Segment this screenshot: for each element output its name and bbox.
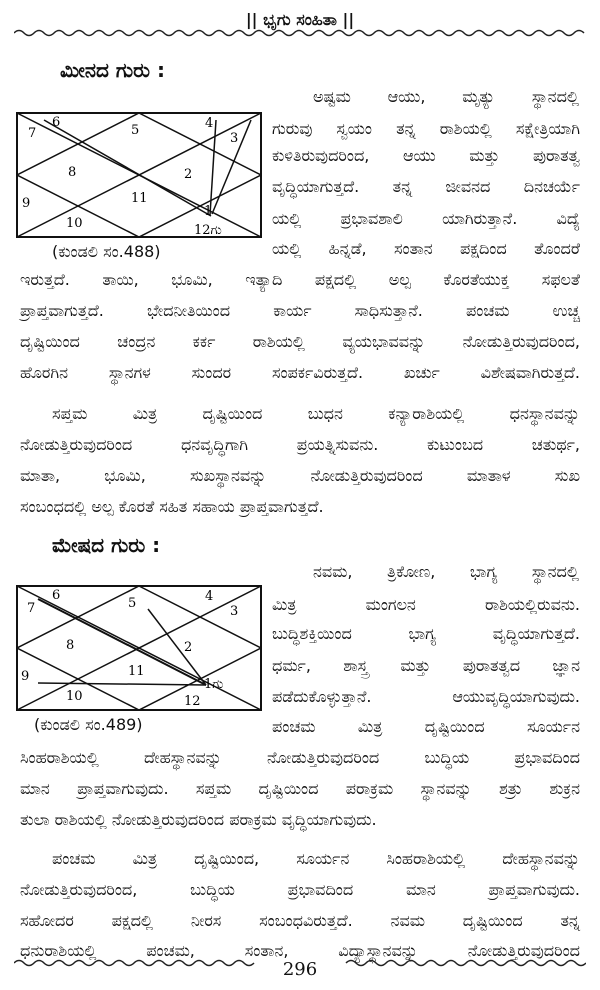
house-7: 7 <box>27 601 36 616</box>
text-line: ಪಂಚಮ ಮಿತ್ರ ದೃಷ್ಟಿಯಿಂದ ಸೂರ್ಯನ <box>272 717 580 736</box>
text-line: ನವಮ, ತ್ರಿಕೋಣ, ಭಾಗ್ಯ ಸ್ಥಾನದಲ್ಲಿ <box>313 562 579 581</box>
text-line: ದೃಷ್ಟಿಯಿಂದ ಚಂದ್ರನ ಕರ್ಕ ರಾಶಿಯಲ್ಲಿ ವ್ಯಯಭಾವವನ್ನು ನೋಡುತ್ತಿರುವುದರಿಂದ, <box>20 332 580 351</box>
house-3: 3 <box>230 131 239 146</box>
kundali-chart-489 <box>16 585 262 711</box>
text-line: ಸಪ್ತಮ ಮಿತ್ರ ದೃಷ್ಟಿಯಿಂದ ಬುಧನ ಕನ್ಯಾರಾಶಿಯಲ್ಲಿ ಧನಸ್ಥಾನವನ್ನು <box>52 404 580 423</box>
house-8: 8 <box>66 638 75 653</box>
house-1-guru: 1ಗು <box>204 677 224 692</box>
text-line: ಪಂಚಮ ಮಿತ್ರ ದೃಷ್ಟಿಯಿಂದ, ಸೂರ್ಯನ ಸಿಂಹರಾಶಿಯಲ್ಲಿ ದೇಹಸ್ಥಾನವನ್ನು <box>52 849 580 868</box>
house-1: 1 <box>204 204 213 219</box>
house-10: 10 <box>66 689 83 704</box>
house-3: 3 <box>230 604 239 619</box>
chart-caption-489: (ಕುಂಡಲಿ ಸಂ.489) <box>34 715 143 734</box>
text-line: ಗುರುವು ಸ್ವಯಂ ತನ್ನ ರಾಶಿಯಲ್ಲಿ ಸಕ್ಷೇತ್ರಿಯಾಗಿ <box>272 119 580 138</box>
house-5: 5 <box>128 596 137 611</box>
house-5: 5 <box>131 123 140 138</box>
page-header <box>0 0 600 40</box>
house-2: 2 <box>184 167 193 182</box>
book-title: || ಭೃಗು ಸಂಹಿತಾ || <box>245 10 355 29</box>
text-line: ಬುದ್ಧಿಶಕ್ತಿಯಿಂದ ಭಾಗ್ಯ ವೃದ್ಧಿಯಾಗುತ್ತದೆ. <box>272 624 580 643</box>
text-line: ಹೊರಗಿನ ಸ್ಥಾನಗಳ ಸುಂದರ ಸಂಪರ್ಕವಿರುತ್ತದೆ. ಖರ್ಚು ವಿಶೇಷವಾಗಿರುತ್ತದೆ. <box>20 363 580 382</box>
text-line: ಸಿಂಹರಾಶಿಯಲ್ಲಿ ದೇಹಸ್ಥಾನವನ್ನು ನೋಡುತ್ತಿರುವುದರಿಂದ ಬುದ್ಧಿಯ ಪ್ರಭಾವದಿಂದ <box>20 748 580 767</box>
text-line: ಯಲ್ಲಿ ಪ್ರಭಾವಶಾಲಿ ಯಾಗಿರುತ್ತಾನೆ. ವಿದ್ಯೆ <box>272 209 580 228</box>
text-line: ಯಲ್ಲಿ ಹಿನ್ನಡೆ, ಸಂತಾನ ಪಕ್ಷದಿಂದ ತೊಂದರೆ <box>272 239 580 258</box>
text-line: ನೋಡುತ್ತಿರುವುದರಿಂದ, ಬುದ್ಧಿಯ ಪ್ರಭಾವದಿಂದ ಮಾನ ಪ್ರಾಪ್ತವಾಗುವುದು. <box>20 880 580 899</box>
house-10: 10 <box>66 216 83 231</box>
house-9: 9 <box>21 669 30 684</box>
text-line: ಇರುತ್ತದೆ. ತಾಯಿ, ಭೂಮಿ, ಇತ್ಯಾದಿ ಪಕ್ಷದಲ್ಲಿ ಅಲ್ಪ ಕೊರತೆಯುಕ್ತ ಸಫಲತೆ <box>20 270 580 289</box>
house-8: 8 <box>68 165 77 180</box>
kundali-chart-488 <box>16 112 262 238</box>
page-number: 296 <box>282 959 318 980</box>
text-line: ಧನುರಾಶಿಯಲ್ಲಿ ಪಂಚಮ, ಸಂತಾನ, ವಿದ್ಯಾಸ್ಥಾನವನ್ನು ನೋಡುತ್ತಿರುವುದರಿಂದ <box>20 941 580 960</box>
house-2: 2 <box>184 640 193 655</box>
house-6: 6 <box>52 115 61 130</box>
text-line: ಅಷ್ಟಮ ಆಯು, ಮೃತ್ಯು ಸ್ಥಾನದಲ್ಲಿ <box>313 87 579 106</box>
text-line: ಪ್ರಾಪ್ತವಾಗುತ್ತದೆ. ಭೇದನೀತಿಯಿಂದ ಕಾರ್ಯ ಸಾಧಿಸುತ್ತಾನೆ. ಪಂಚಮ ಉಚ್ಚ <box>20 301 580 320</box>
page-footer <box>0 950 600 990</box>
house-12: 12 <box>184 694 201 709</box>
text-line: ಸಂಬಂಧದಲ್ಲಿ ಅಲ್ಪ ಕೊರತೆ ಸಹಿತ ಸಹಾಯ ಪ್ರಾಪ್ತವಾಗುತ್ತದೆ. <box>20 497 324 516</box>
text-line: ಧರ್ಮ, ಶಾಸ್ತ್ರ ಮತ್ತು ಪುರಾತತ್ವದ ಜ್ಞಾನ <box>272 656 580 675</box>
text-line: ಸಹೋದರ ಪಕ್ಷದಲ್ಲಿ ನೀರಸ ಸಂಬಂಧವಿರುತ್ತದೆ. ನವಮ ದೃಷ್ಟಿಯಿಂದ ತನ್ನ <box>20 911 580 930</box>
house-9: 9 <box>22 196 31 211</box>
house-11: 11 <box>128 664 145 679</box>
text-line: ಮಿತ್ರ ಮಂಗಲನ ರಾಶಿಯಲ್ಲಿರುವನು. <box>272 595 580 614</box>
house-7: 7 <box>28 126 37 141</box>
house-6: 6 <box>52 588 61 603</box>
house-12-guru: 12ಗು <box>194 223 222 238</box>
text-line: ವೃದ್ಧಿಯಾಗುತ್ತದೆ. ತನ್ನ ಜೀವನದ ದಿನಚರ್ಯೆ <box>272 177 580 196</box>
text-line: ಕುಳಿತಿರುವುದರಿಂದ, ಆಯು ಮತ್ತು ಪುರಾತತ್ವ <box>272 146 580 165</box>
text-line: ಮಾನ ಪ್ರಾಪ್ತವಾಗುವುದು. ಸಪ್ತಮ ದೃಷ್ಟಿಯಿಂದ ಪರಾಕ್ರಮ ಸ್ಥಾನವನ್ನು ಶತ್ರು ಶುಕ್ರನ <box>20 779 580 798</box>
text-line: ಪಡೆದುಕೊಳ್ಳುತ್ತಾನೆ. ಆಯುವೃದ್ಧಿಯಾಗುವುದು. <box>272 687 580 706</box>
chart-caption-488: (ಕುಂಡಲಿ ಸಂ.488) <box>52 242 161 261</box>
section-heading-meena-guru: ಮೀನದ ಗುರು : <box>60 58 165 82</box>
section-heading-mesha-guru: ಮೇಷದ ಗುರು : <box>52 533 161 557</box>
text-line: ನೋಡುತ್ತಿರುವುದರಿಂದ ಧನವೃದ್ಧಿಗಾಗಿ ಪ್ರಯತ್ನಿಸುವನು. ಕುಟುಂಬದ ಚತುರ್ಥ, <box>20 435 580 454</box>
house-4: 4 <box>205 589 214 604</box>
house-11: 11 <box>131 191 148 206</box>
text-line: ತುಲಾ ರಾಶಿಯಲ್ಲಿ ನೋಡುತ್ತಿರುವುದರಿಂದ ಪರಾಕ್ರಮ ವೃದ್ಧಿಯಾಗುವುದು. <box>20 810 377 829</box>
header-wavy-rule <box>14 28 586 38</box>
house-4: 4 <box>205 116 214 131</box>
text-line: ಮಾತಾ, ಭೂಮಿ, ಸುಖಸ್ಥಾನವನ್ನು ನೋಡುತ್ತಿರುವುದರಿಂದ ಮಾತಾಳ ಸುಖ <box>20 466 580 485</box>
